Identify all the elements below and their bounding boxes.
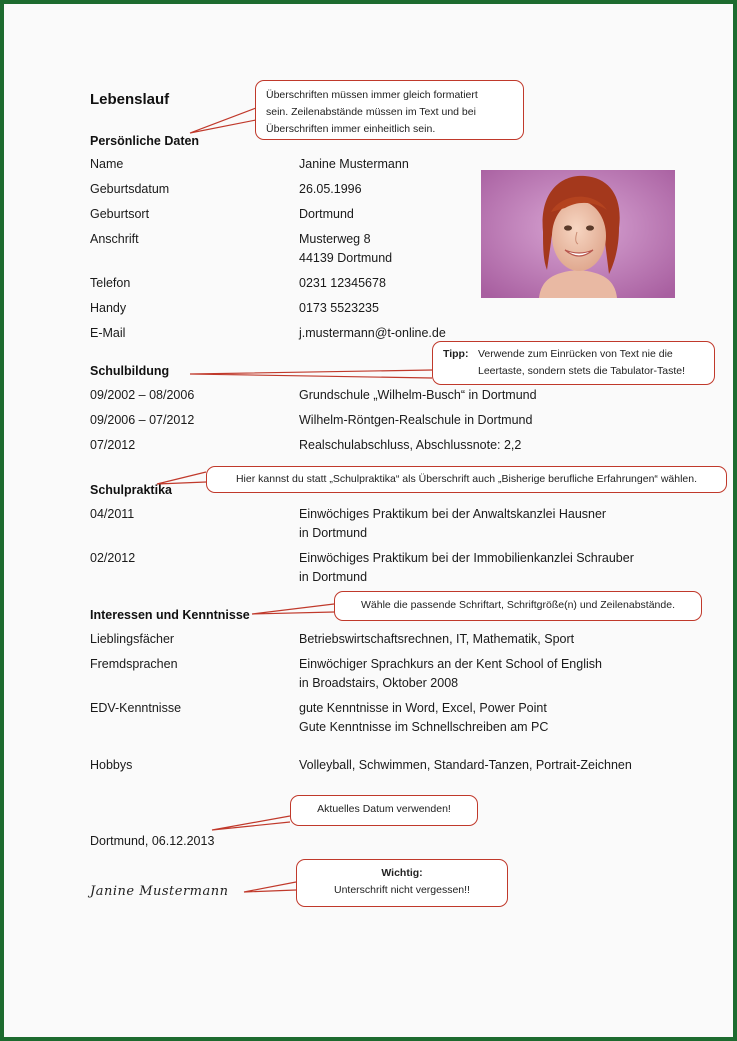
- callout-text: Hier kannst du statt „Schulpraktika“ als Überschrift auch „Bisherige berufliche Erfahrungen“ wählen.: [235, 473, 698, 485]
- internships-value: in Dortmund: [299, 526, 368, 540]
- interests-label: Hobbys: [90, 758, 133, 772]
- portrait-photo: [481, 170, 675, 298]
- important-title: Wichtig:: [381, 867, 423, 879]
- section-heading-personal: Persönliche Daten: [90, 134, 200, 148]
- internships-label: 02/2012: [90, 551, 136, 565]
- callout-headings: [255, 80, 524, 140]
- interests-label: Fremdsprachen: [90, 657, 178, 671]
- callout-font: [334, 591, 702, 621]
- signature: Janine Mustermann: [90, 884, 229, 899]
- interests-label: Lieblingsfächer: [90, 632, 175, 646]
- interests-value: gute Kenntnisse in Word, Excel, Power Point: [299, 701, 547, 715]
- callout-text: Wähle die passende Schriftart, Schriftgröße(n) und Zeilenabstände.: [360, 599, 675, 611]
- interests-value: Volleyball, Schwimmen, Standard-Tanzen, Portrait-Zeichnen: [299, 758, 632, 772]
- callout-tip: Tipp: Verwende zum Einrücken von Text nie die Leertaste, sondern stets die Tabulator-Taste!: [432, 341, 715, 385]
- interests-label: EDV-Kenntnisse: [90, 701, 182, 715]
- cv-page: [4, 4, 733, 1037]
- callout-date: [290, 795, 478, 826]
- internships-value: Einwöchiges Praktikum bei der Immobilienkanzlei Schrauber: [299, 551, 634, 565]
- school-value: Realschulabschluss, Abschlussnote: 2,2: [299, 438, 522, 452]
- personal-value: 44139 Dortmund: [299, 251, 393, 265]
- section-heading-interests: Interessen und Kenntnisse: [90, 608, 250, 622]
- personal-label: Geburtsdatum: [90, 182, 170, 196]
- personal-value: Janine Mustermann: [299, 157, 409, 171]
- callout-important: [296, 859, 508, 907]
- personal-value: Musterweg 8: [299, 232, 371, 246]
- school-label: 07/2012: [90, 438, 136, 452]
- personal-label: Name: [90, 157, 124, 171]
- tip-label: Tipp: [443, 348, 465, 360]
- section-heading-school: Schulbildung: [90, 364, 170, 378]
- personal-value: Dortmund: [299, 207, 354, 221]
- school-value: Grundschule „Wilhelm-Busch“ in Dortmund: [299, 388, 537, 402]
- personal-label: Handy: [90, 301, 127, 315]
- personal-label: Anschrift: [90, 232, 139, 246]
- interests-value: in Broadstairs, Oktober 2008: [299, 676, 459, 690]
- callout-line: Verwende zum Einrücken von Text nie die: [478, 348, 673, 360]
- interests-value: Einwöchiger Sprachkurs an der Kent School of English: [299, 657, 602, 671]
- callout-line: Überschriften müssen immer gleich formatiert: [266, 89, 478, 101]
- interests-value: Betriebswirtschaftsrechnen, IT, Mathematik, Sport: [299, 632, 575, 646]
- personal-value: 0173 5523235: [299, 301, 379, 315]
- school-label: 09/2002 – 08/2006: [90, 388, 195, 402]
- internships-value: in Dortmund: [299, 570, 368, 584]
- personal-value: 26.05.1996: [299, 182, 362, 196]
- school-value: Wilhelm-Röntgen-Realschule in Dortmund: [299, 413, 533, 427]
- personal-value: 0231 12345678: [299, 276, 386, 290]
- internships-label: 04/2011: [90, 507, 135, 521]
- school-label: 09/2006 – 07/2012: [90, 413, 195, 427]
- page-title: Lebenslauf: [90, 91, 170, 108]
- callout-line: sein. Zeilenabstände müssen im Text und bei: [266, 106, 476, 118]
- personal-label: E-Mail: [90, 326, 126, 340]
- callout-text: Unterschrift nicht vergessen!!: [334, 884, 470, 896]
- interests-value: Gute Kenntnisse im Schnellschreiben am PC: [299, 720, 549, 734]
- personal-label: Geburtsort: [90, 207, 150, 221]
- date-line: Dortmund, 06.12.2013: [90, 834, 215, 848]
- callout-line: Überschriften immer einheitlich sein.: [266, 123, 436, 135]
- personal-value: j.mustermann@t-online.de: [299, 326, 446, 340]
- callout-internship: [206, 466, 727, 493]
- internships-value: Einwöchiges Praktikum bei der Anwaltskanzlei Hausner: [299, 507, 607, 521]
- callout-line: Leertaste, sondern stets die Tabulator-Taste!: [478, 365, 686, 377]
- section-heading-internships: Schulpraktika: [90, 483, 172, 497]
- callout-text: Aktuelles Datum verwenden!: [317, 803, 451, 815]
- personal-label: Telefon: [90, 276, 131, 290]
